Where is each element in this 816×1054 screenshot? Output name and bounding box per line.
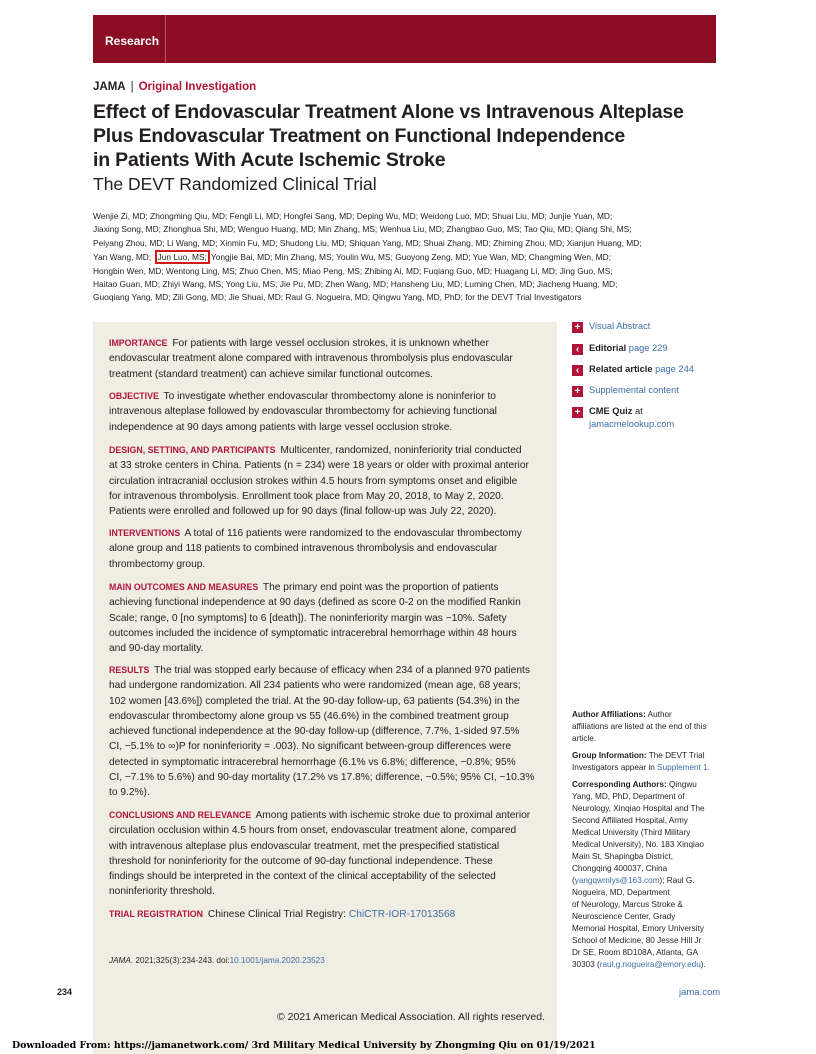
citation [109,956,325,965]
abstract-text: noninferiority threshold. [109,886,215,898]
author-line: Hongbin Wen, MD; Wentong Ling, MS; Zhuo Chen, MS; Miao Peng, MS; Zhibing Ai, MD; Fuqiang Guo, MD; Huagang Li, MD; Jing Guo, MS; [93,265,613,276]
author-line-start: Yan Wang, MD; [93,252,152,263]
abstract-text: detected in symptomatic intracerebral hemorrhage (6.1% vs 6.8%; difference, −0.8%; 95% [109,756,516,768]
abstract-text: Among patients with ischemic stroke due to proximal anterior [255,810,531,821]
journal-name: JAMA [93,81,126,93]
abstract-text: For patients with large vessel occlusion strokes, it is unknown whether [172,338,489,349]
supplemental-label: Supplemental content [589,385,679,395]
citation-journal: JAMA [109,956,131,965]
article-type: Original Investigation [138,81,257,93]
title-line: in Patients With Acute Ischemic Stroke [93,149,446,171]
corresponding-text: Second Affiliated Hospital, Army [572,816,688,825]
abstract-text: 102 women [43.6%]) completed the trial. At the 90-day follow-up, 63 patients (54.3%) in the [109,695,520,707]
corresponding-text: Medical University), No. 183 Xinqiao [572,840,704,849]
corresponding-text: 30303 ( [572,960,600,969]
author-line: Jiaxing Song, MD; Zhonghua Shi, MD; Wenguo Huang, MD; Min Zhang, MS; Wenhua Liu, MD; Zhangbao Guo, MS; Tao Qiu, MD; Qiang Shi, MS; [93,224,632,235]
abstract-text: The trial was stopped early because of efficacy when 234 of a planned 970 patients [154,665,530,676]
plus-icon: + [572,322,583,333]
article-subtitle: The DEVT Randomized Clinical Trial [93,174,377,194]
abstract-text: outcomes included the incidence of symptomatic intracerebral hemorrhage within 48 hours [109,627,517,639]
abstract-text: achieving functional independence at 90 days (defined as score 0-2 on the modified Rankin [109,597,521,609]
abstract-registration [109,907,541,922]
abstract-text: thrombectomy group. [109,558,206,570]
article-kicker [93,81,256,93]
highlighted-author: Jun Luo, MS; [155,250,210,264]
section-heading: IMPORTANCE [109,338,168,348]
abstract-text: Patients were enrolled and followed up for 90 days (final follow-up was July 22, 2020). [109,506,497,518]
abstract-design [109,443,541,519]
abstract-text: Multicenter, randomized, noninferiority trial conducted [280,445,522,456]
abstract-importance [109,336,541,382]
corresponding-text: Chongqing 400037, China [572,864,668,873]
title-line: Effect of Endovascular Treatment Alone vs Intravenous Alteplase [93,101,684,123]
cme-label: CME Quiz [589,406,633,416]
affiliations [572,709,720,976]
abstract-text: To investigate whether endovascular thrombectomy alone is noninferior to [163,391,496,402]
group-label: Group Information: [572,751,647,760]
abstract-text: endovascular treatment alone compared with intravenous thrombolysis plus endovascular [109,353,513,365]
corresponding-text: Dr SE, Room 8D108A, Atlanta, GA [572,948,699,957]
author-line: Peiyang Zhou, MD; Li Wang, MD; Xinmin Fu, MD; Shudong Liu, MD; Shiquan Yang, MD; Shuai Zhang, MD; Zhiming Zhou, MD; Xianjun Huang, MD; [93,237,642,248]
author-list [93,210,713,305]
abstract-text: threshold for noninferiority for the outcome of 90-day functional independence. These [109,855,493,867]
abstract-text: intravenous alteplase followed by endovascular thrombectomy for achieving functional [109,406,497,418]
abstract-results [109,663,541,801]
abstract-text: for intravenous thrombolysis. Enrollment took place from May 20, 2018, to May 2, 2020. [109,490,504,502]
abstract-box [93,322,557,1054]
editorial-label: Editorial [589,343,627,353]
corresponding-text: Yang, MD, PhD, Department of [572,792,685,801]
corresponding-text: ). [700,960,706,969]
corresponding-text: Neurology, Xinqiao Hospital and The [572,804,705,813]
plus-icon: + [572,407,583,418]
abstract-text: and 90-day mortality. [109,643,204,655]
group-information [572,750,720,774]
section-heading: INTERVENTIONS [109,528,181,538]
citation-text: . 2021;325(3):234-243. doi: [130,956,230,965]
section-banner [93,15,716,63]
arrow-left-icon: ‹ [572,365,583,376]
corresponding-text: ); Raul G. [659,876,695,885]
page-number: 234 [57,987,73,997]
kicker-separator: | [130,81,134,93]
article-title [93,100,713,172]
download-notice: Downloaded From: https://jamanetwork.com/ 3rd Military Medical University by Zhongming Qiu on 01/19/2021 [12,1040,596,1051]
editorial-page: page 229 [628,343,668,353]
author-line-end: Yongjie Bai, MD; Min Zhang, MS; Youlin Wu, MS; Guoyong Zeng, MD; Yue Wan, MD; Changming Wen, MD; [210,252,612,263]
group-text: The DEVT Trial [648,751,705,760]
related-label: Related article [589,364,653,374]
abstract-text: to 9.2%). [109,787,150,799]
section-heading: CONCLUSIONS AND RELEVANCE [109,810,252,820]
title-line: Plus Endovascular Treatment on Functional Independence [93,125,626,147]
abstract-text: endovascular thrombectomy alone group vs 55 (46.6%) in the combined treatment group [109,710,509,722]
corresponding-text: of Neurology, Marcus Stroke & [572,900,683,909]
corresponding-text: Memorial Hospital, Emory University [572,924,704,933]
cme-at: at [634,406,643,416]
banner-divider [165,15,166,63]
abstract-text: A total of 116 patients were randomized to the endovascular thrombectomy [184,528,522,539]
abstract-outcomes [109,580,541,656]
corresponding-text: Qingwu [669,780,697,789]
abstract-text: independence at 90 days among patients with large vessel occlusion stroke. [109,421,453,433]
abstract-text: at 33 stroke centers in China. Patients (n = 234) were 18 years or older with proximal anterior [109,460,529,472]
related-page: page 244 [655,364,694,374]
section-heading: DESIGN, SETTING, AND PARTICIPANTS [109,445,276,455]
abstract-text: circulation intracranial occlusion strokes within 4.5 hours from symptoms onset and eligible [109,475,518,487]
affiliations-text: affiliations are listed at the end of this [572,722,707,731]
corresponding-text: School of Medicine, 80 Jesse Hill Jr [572,936,702,945]
corresponding-text: Nogueira, MD, Department [572,888,670,897]
abstract-objective [109,389,541,435]
registration-text: Chinese Clinical Trial Registry: [207,909,346,920]
abstract-text: Scale; range, 0 [no symptoms] to 6 [death]). The noninferiority margin was −10%. Safety [109,612,507,624]
affiliations-label: Author Affiliations: [572,710,646,719]
section-heading: TRIAL REGISTRATION [109,909,203,919]
corresponding-text: Main St, Shapingba District, [572,852,674,861]
cme-link: jamacmelookup.com [589,419,675,429]
abstract-text: circulation occlusion within 4.5 hours from onset, endovascular treatment alone, compared [109,825,517,837]
group-text: Investigators appear in [572,763,655,772]
arrow-left-icon: ‹ [572,344,583,355]
author-line: Wenjie Zi, MD; Zhongming Qiu, MD; Fengli Li, MD; Hongfei Sang, MD; Deping Wu, MD; Weidong Luo, MD; Shuai Liu, MD; Junjie Yuan, MD; [93,211,613,221]
copyright: © 2021 American Medical Association. All rights reserved. [276,1011,545,1023]
email-link[interactable]: yangqwmlys@163.com [574,876,660,885]
abstract-text: achieved functional independence at the 90-day follow-up (difference, 7.7%, 1-sided 97.5% [109,726,520,738]
supplement-link[interactable]: Supplement 1. [657,763,710,772]
abstract-conclusions [109,808,541,900]
abstract-text: findings should be interpreted in the context of the clinical acceptability of the selected [109,871,496,883]
abstract-text: CI, −7.1% to 5.6%) and 90-day mortality (17.2% vs 17.8%; difference, −0.5%; 95% CI, −10.3% [109,772,535,784]
corresponding-label: Corresponding Authors: [572,780,667,789]
abstract-interventions [109,526,541,572]
abstract-text: had undergone randomization. All 234 patients who were randomized (mean age, 68 years; [109,680,521,692]
author-line [93,250,713,264]
abstract-text: alone group and 118 patients to combined intravenous thrombolysis and endovascular [109,543,498,555]
visual-abstract-label: Visual Abstract [589,321,651,331]
section-heading: MAIN OUTCOMES AND MEASURES [109,582,259,592]
abstract-text: with intravenous alteplase plus endovascular treatment, met the prespecified statistical [109,840,500,852]
section-label: Research [105,34,160,48]
doi-link[interactable]: 10.1001/jama.2020.23523 [229,956,325,965]
corresponding-text: Medical University (Third Military [572,828,691,837]
corresponding-authors: Corresponding Authors: Qingwu Yang, MD, PhD, Department of Neurology, Xinqiao Hospital and The Second Affiliated Hospital, Army Medical University (Third Military Medical University), No. 183 Xinqiao Main St, Shapingba District, Chongqing 400037, China (yangqwmlys@163.com); Raul G. Nogueira, MD, Department of Neurology, Marcus Stroke & Neuroscience Center, Grady Memorial Hospital, Emory University School of Medicine, 80 Jesse Hill Jr Dr SE, Room 8D108A, Atlanta, GA 30303 (raul.g.nogueira@emory.edu). [572,779,720,971]
email-link[interactable]: raul.g.nogueira@emory.edu [599,960,701,969]
affiliations-text: article. [572,734,597,743]
author-line: Guoqiang Yang, MD; Zili Gong, MD; Jie Shuai, MD; Raul G. Nogueira, MD; Qingwu Yang, MD, PhD; for the DEVT Trial Investigators [93,292,582,303]
corresponding-text: Neuroscience Center, Grady [572,912,676,921]
author-affiliations: Author Affiliations: Author affiliations are listed at the end of this article. [572,709,720,745]
abstract-text: The primary end point was the proportion of patients [262,582,499,593]
section-heading: OBJECTIVE [109,391,159,401]
site-link[interactable]: jama.com [679,987,721,998]
abstract-text: CI, −5.1% to ∞)P for noninferiority = .003). No significant between-group differences were [109,741,512,753]
registration-link[interactable]: ChiCTR-IOR-17013568 [348,909,456,920]
plus-icon: + [572,386,583,397]
author-line: Haitao Guan, MD; Zhiyi Wang, MS; Yong Liu, MS; Jie Pu, MD; Zhen Wang, MD; Hansheng Liu, MD; Luming Chen, MD; Jiacheng Huang, MD; [93,279,618,290]
section-heading: RESULTS [109,665,150,675]
abstract-text: treatment (standard treatment) can achieve similar functional outcomes. [109,368,433,380]
